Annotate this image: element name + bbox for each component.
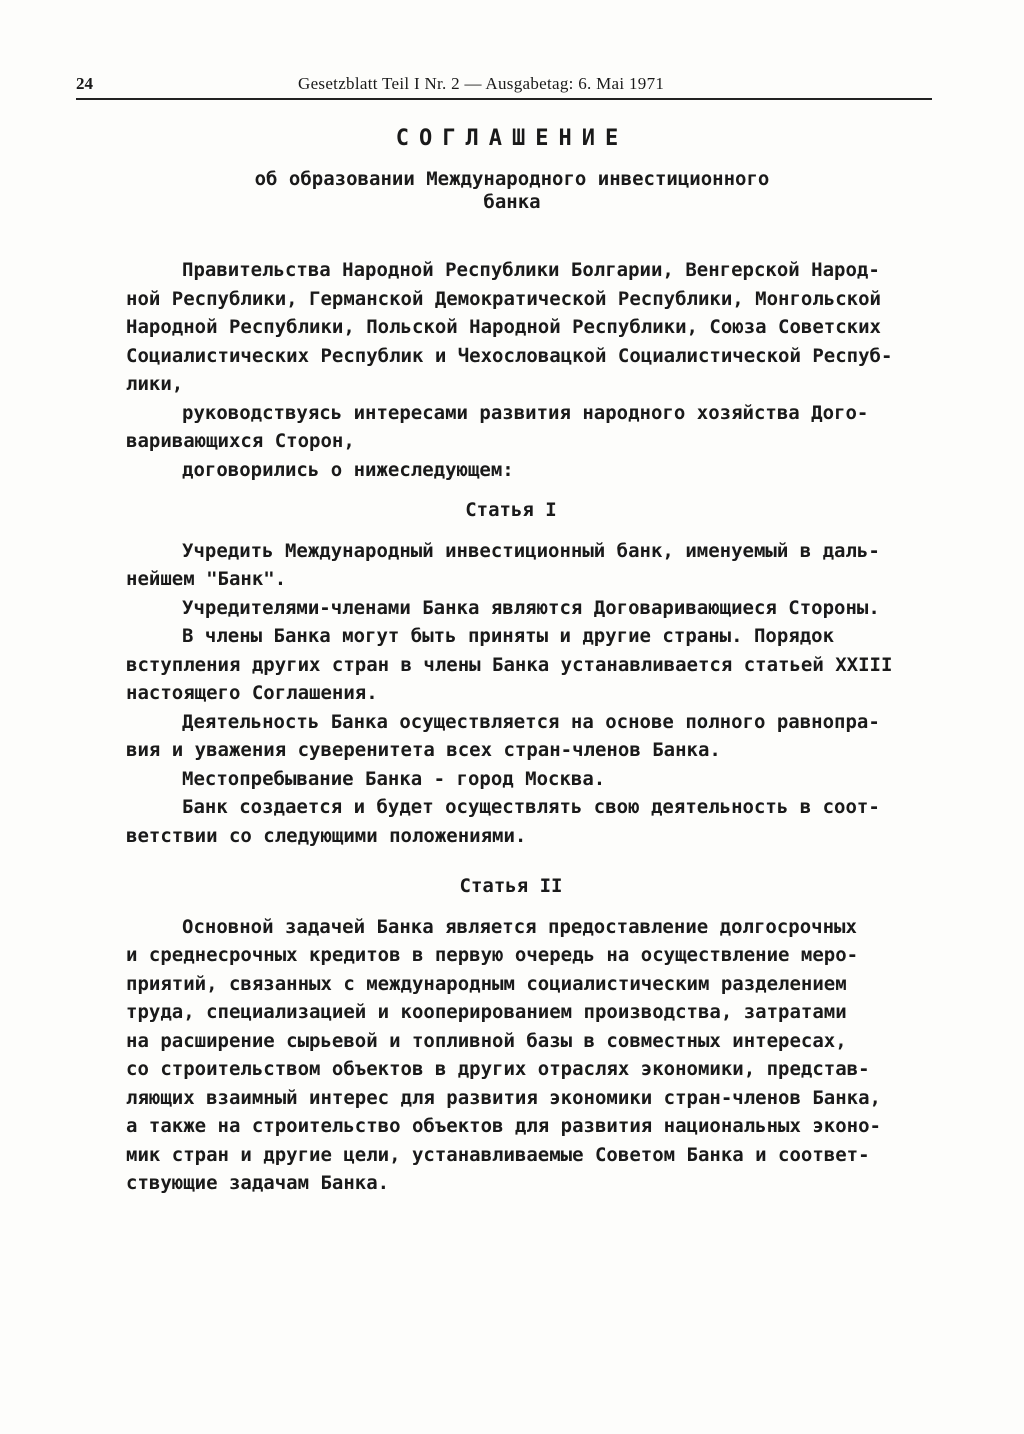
article-2-line: ляющих взаимный интерес для развития экономики стран-членов Банка,: [126, 1086, 881, 1109]
article-1-heading: Статья I: [465, 499, 557, 521]
preamble-line: варивающихся Сторон,: [126, 430, 355, 452]
preamble-line: ной Республики, Германской Демократической Республики, Монгольской: [126, 287, 881, 310]
preamble: [126, 256, 896, 484]
document-title: СОГЛАШЕНИЕ: [395, 126, 629, 151]
subtitle-line-1: об образовании Международного инвестиционного: [254, 168, 770, 190]
article-1-line: вия и уважения суверенитета всех стран-членов Банка.: [126, 739, 721, 761]
page-header: [76, 72, 932, 100]
article-1-line: настоящего Соглашения.: [126, 682, 378, 704]
article-2-text: [126, 913, 896, 1198]
preamble-line: руководствуясь интересами развития народного хозяйства Дого-: [182, 401, 869, 424]
subtitle-line-2: банка: [483, 191, 541, 213]
article-2-line: на расширение сырьевой и топливной базы в совместных интересах,: [126, 1029, 847, 1052]
preamble-line: Народной Республики, Польской Народной Республики, Союза Советских: [126, 316, 881, 338]
article-1-line: Деятельность Банка осуществляется на основе полного равнопра-: [182, 710, 880, 733]
document-body: [126, 256, 896, 1198]
article-2-line: мик стран и другие цели, устанавливаемые Советом Банка и соответ-: [126, 1143, 870, 1166]
article-1-line: Учредителями-членами Банка являются Договаривающиеся Стороны.: [182, 596, 880, 619]
article-2-line: Основной задачей Банка является предоставление долгосрочных: [182, 915, 857, 938]
article-1-line: вступления других стран в члены Банка устанавливается статьей XXIII: [126, 653, 893, 676]
article-2-line: а также на строительство объектов для развития национальных эконо-: [126, 1115, 881, 1137]
article-1-line: В члены Банка могут быть приняты и другие страны. Порядок: [182, 625, 835, 647]
article-1-line: ветствии со следующими положениями.: [126, 824, 527, 847]
article-2-line: труда, специализацией и кооперированием производства, затратами: [126, 1001, 847, 1023]
article-1-line: Местопребывание Банка - город Москва.: [182, 767, 606, 790]
article-1-line: Учредить Международный инвестиционный банк, именуемый в даль-: [182, 539, 880, 562]
document-subtitle: [0, 168, 1024, 214]
article-2-line: со строительством объектов в других отраслях экономики, представ-: [126, 1058, 870, 1080]
article-1-line: Банк создается и будет осуществлять свою деятельность в соот-: [182, 796, 880, 818]
article-2-line: ствующие задачам Банка.: [126, 1172, 390, 1194]
article-1-line: нейшем "Банк".: [126, 568, 287, 590]
article-1-text: [126, 537, 896, 851]
article-2-line: и среднесрочных кредитов в первую очередь на осуществление меро-: [126, 944, 859, 966]
preamble-line: лики,: [126, 373, 184, 395]
page-number: 24: [76, 74, 93, 93]
article-2-heading: Статья II: [459, 875, 563, 897]
running-head: Gesetzblatt Teil I Nr. 2 — Ausgabetag: 6. Mai 1971: [298, 74, 665, 93]
preamble-line: Правительства Народной Республики Болгарии, Венгерской Народ-: [182, 259, 880, 281]
preamble-line: Социалистических Республик и Чехословацкой Социалистической Респуб-: [126, 344, 893, 367]
preamble-line: договорились о нижеследующем:: [182, 458, 514, 481]
article-2-line: приятий, связанных с международным социалистическим разделением: [126, 972, 847, 995]
